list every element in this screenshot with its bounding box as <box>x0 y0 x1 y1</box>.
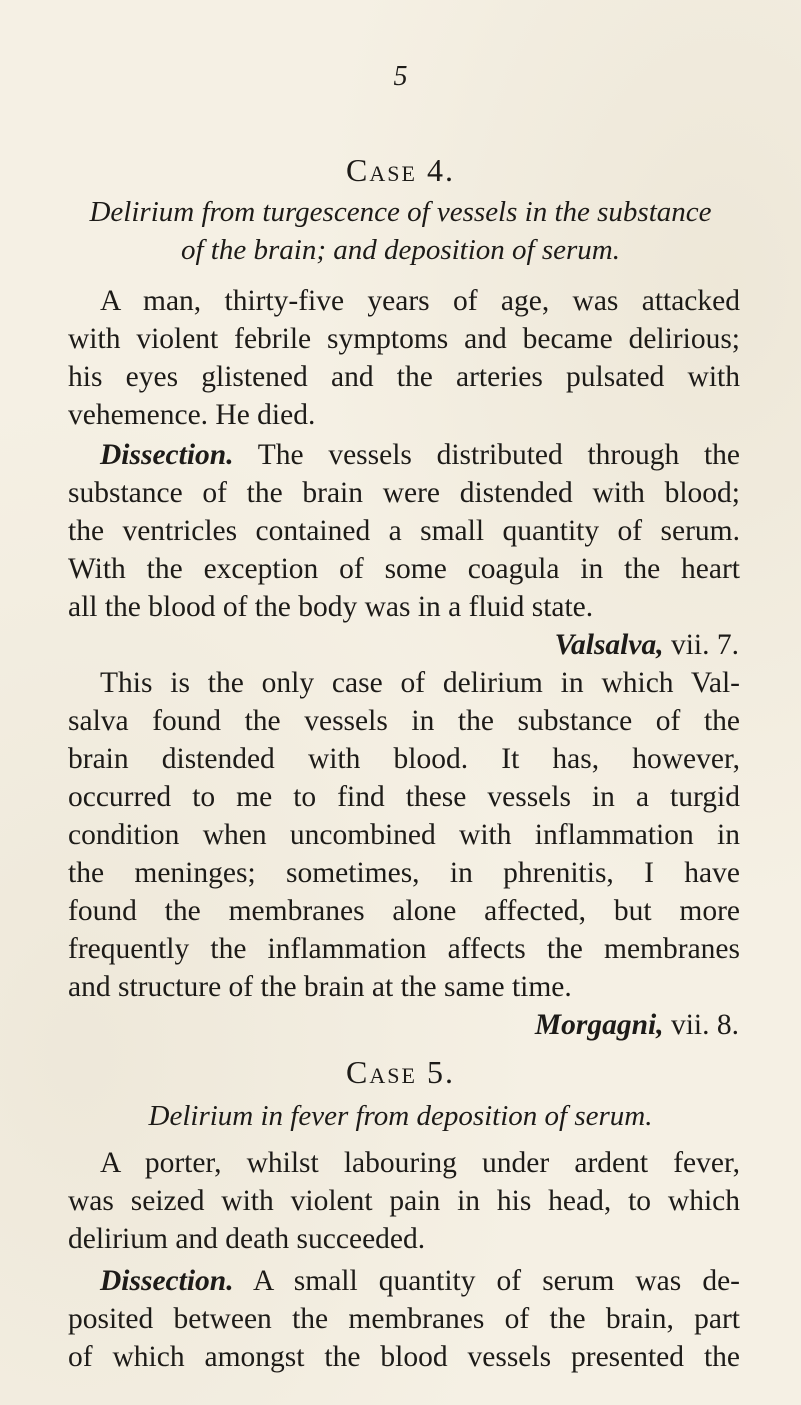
case-4-dissection-first-rest: The vessels distributed through the <box>233 439 740 471</box>
case-4-commentary-line: condition when uncombined with inflammation in <box>68 819 740 851</box>
case-4-history-line: his eyes glistened and the arteries pulsated with <box>68 361 740 393</box>
case-4-dissection-line: all the blood of the body was in a fluid state. <box>68 591 594 623</box>
case-4-commentary-line: occurred to me to find these vessels in a turgid <box>68 781 740 813</box>
case-4-dissection-lead: Dissection. <box>100 439 234 471</box>
case-4-commentary-citation-author: Morgagni, <box>534 1009 664 1041</box>
case-5-dissection-first-line <box>100 1262 740 1300</box>
case-4-citation-author: Valsalva, <box>554 629 664 661</box>
case-4-history-line: with violent febrile symptoms and became delirious; <box>68 323 740 355</box>
case-4-citation <box>555 626 739 664</box>
case-4-commentary-line: This is the only case of delirium in which Val- <box>100 667 740 699</box>
case-5-dissection-lead: Dissection. <box>100 1265 234 1297</box>
case-4-commentary-line: and structure of the brain at the same time. <box>68 971 572 1003</box>
page-number: 5 <box>393 61 408 92</box>
case-5-dissection-line: posited between the membranes of the brain, part <box>68 1303 740 1335</box>
case-5-subtitle: Delirium in fever from deposition of serum. <box>148 1100 653 1132</box>
case-5-history-line: A porter, whilst labouring under ardent fever, <box>100 1147 740 1179</box>
case-4-commentary-citation <box>535 1006 739 1044</box>
case-4-subtitle-line-2: of the brain; and deposition of serum. <box>180 234 620 266</box>
case-4-dissection-first-line <box>100 436 740 474</box>
case-4-commentary-citation-ref: vii. 8. <box>663 1009 739 1041</box>
case-5-heading: Case 5. <box>346 1054 455 1090</box>
case-4-history-line: vehemence. He died. <box>68 399 316 431</box>
case-4-commentary-line: salva found the vessels in the substance of the <box>68 705 740 737</box>
case-5-history-line: was seized with violent pain in his head, to which <box>68 1185 740 1217</box>
case-4-history-line: A man, thirty-five years of age, was attacked <box>100 285 740 317</box>
case-5-dissection-line: of which amongst the blood vessels presented the <box>68 1341 740 1373</box>
case-4-heading: Case 4. <box>346 152 455 188</box>
case-5-history-line: delirium and death succeeded. <box>68 1223 426 1255</box>
case-4-citation-ref: vii. 7. <box>663 629 739 661</box>
case-4-commentary-line: frequently the inflammation affects the membranes <box>68 933 740 965</box>
case-4-dissection-line: With the exception of some coagula in the heart <box>68 553 740 585</box>
case-4-dissection-line: substance of the brain were distended with blood; <box>68 477 740 509</box>
case-5-dissection-first-rest: A small quantity of serum was de- <box>233 1265 740 1297</box>
case-4-commentary-line: the meninges; sometimes, in phrenitis, I have <box>68 857 740 889</box>
case-4-dissection-line: the ventricles contained a small quantity of serum. <box>68 515 740 547</box>
case-4-commentary-line: found the membranes alone affected, but more <box>68 895 740 927</box>
case-4-commentary-line: brain distended with blood. It has, however, <box>68 743 740 775</box>
case-4-subtitle-line-1: Delirium from turgescence of vessels in the substance <box>89 196 712 228</box>
